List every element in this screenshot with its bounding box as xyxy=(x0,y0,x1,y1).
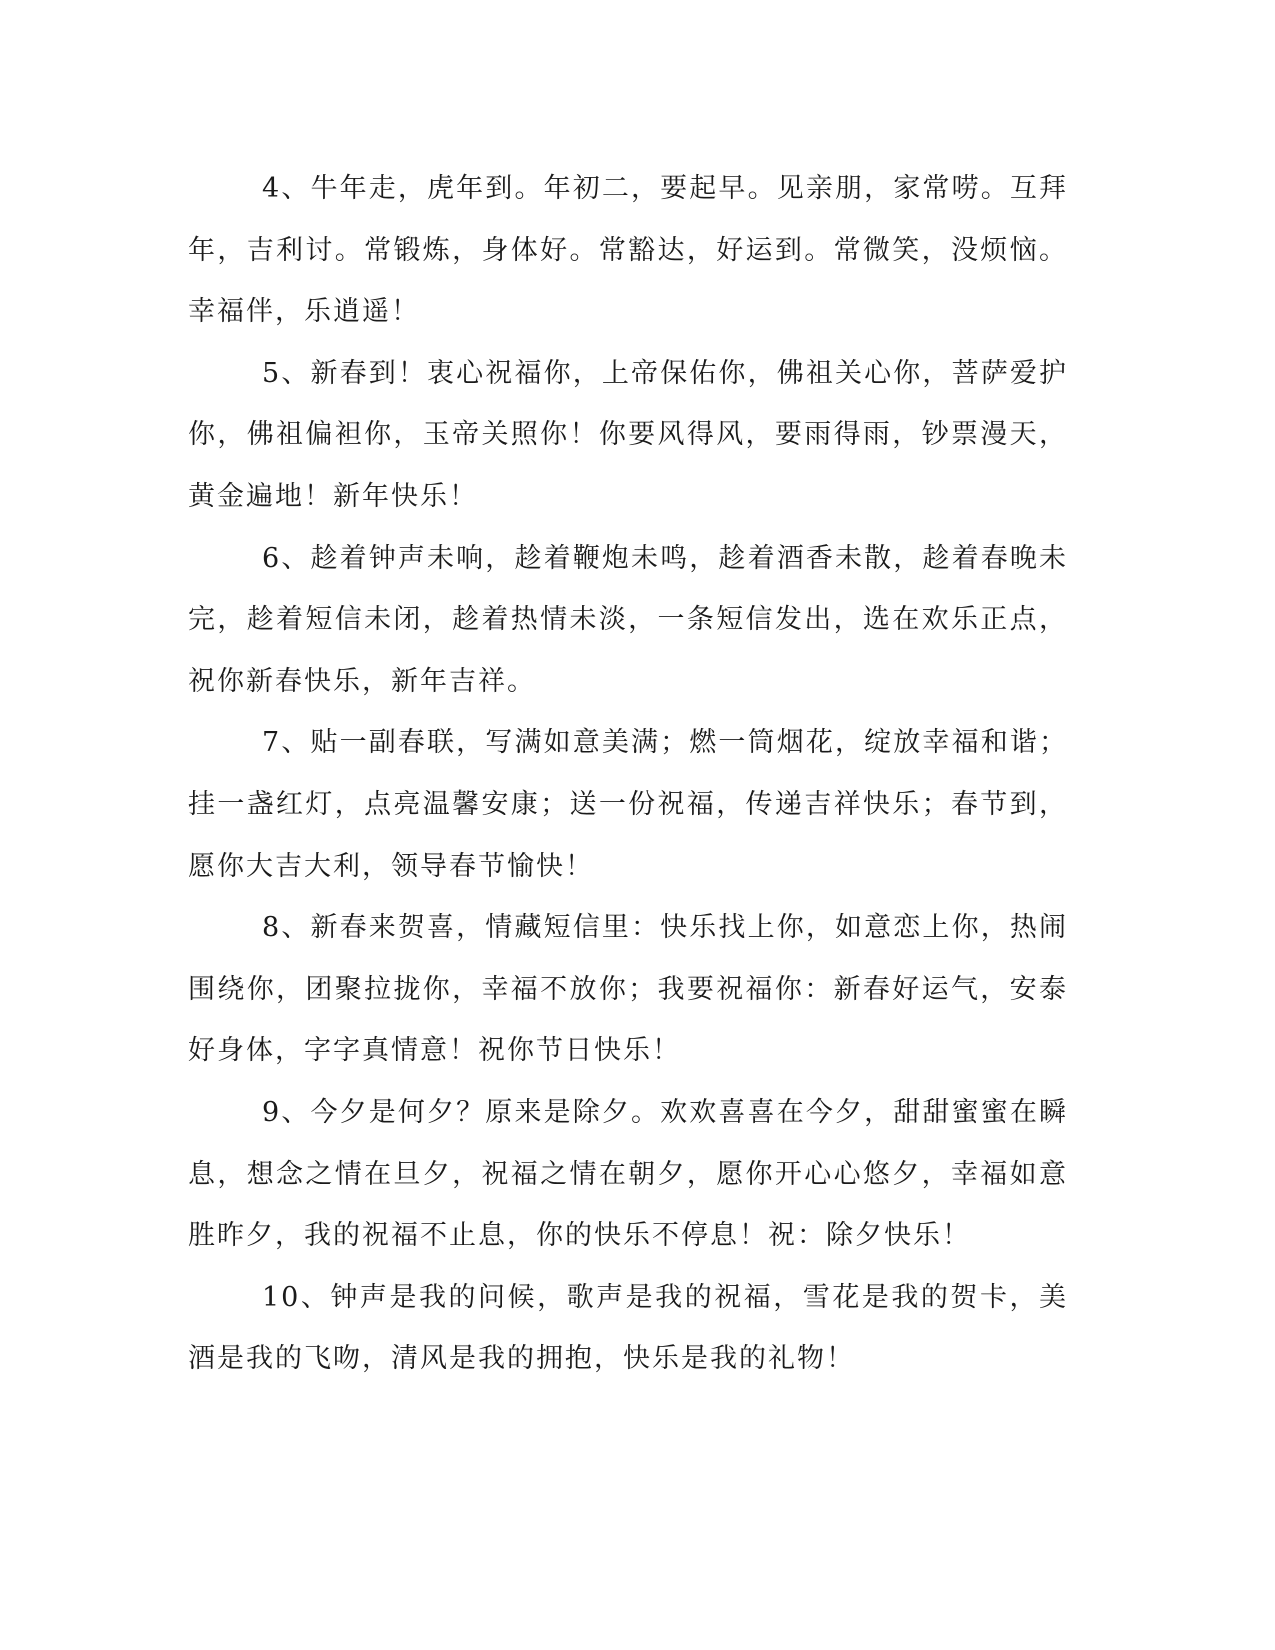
paragraph-6: 6、趁着钟声未响，趁着鞭炮未鸣，趁着酒香未散，趁着春晚未完，趁着短信未闭，趁着热情未淡，一条短信发出，选在欢乐正点，祝你新春快乐，新年吉祥。 xyxy=(188,542,1068,697)
paragraph-8: 8、新春来贺喜，情藏短信里：快乐找上你，如意恋上你，热闹围绕你，团聚拉拢你，幸福不放你；我要祝福你：新春好运气，安泰好身体，字字真情意！祝你节日快乐！ xyxy=(188,912,1068,1067)
document-body xyxy=(188,158,1068,1390)
paragraph-9: 9、今夕是何夕？原来是除夕。欢欢喜喜在今夕，甜甜蜜蜜在瞬息，想念之情在旦夕，祝福之情在朝夕，愿你开心心悠夕，幸福如意胜昨夕，我的祝福不止息，你的快乐不停息！祝：除夕快乐！ xyxy=(188,1096,1068,1252)
paragraph-5: 5、新春到！衷心祝福你，上帝保佑你，佛祖关心你，菩萨爱护你，佛祖偏袒你，玉帝关照你！你要风得风，要雨得雨，钞票漫天，黄金遍地！新年快乐！ xyxy=(188,357,1068,512)
paragraph-4: 4、牛年走，虎年到。年初二，要起早。见亲朋，家常唠。互拜年，吉利讨。常锻炼，身体好。常豁达，好运到。常微笑，没烦恼。幸福伴，乐逍遥！ xyxy=(188,173,1068,328)
paragraph-10: 10、钟声是我的问候，歌声是我的祝福，雪花是我的贺卡，美酒是我的飞吻，清风是我的拥抱，快乐是我的礼物！ xyxy=(188,1281,1068,1375)
paragraph-7: 7、贴一副春联，写满如意美满；燃一筒烟花，绽放幸福和谐；挂一盏红灯，点亮温馨安康；送一份祝福，传递吉祥快乐；春节到，愿你大吉大利，领导春节愉快！ xyxy=(188,727,1068,882)
